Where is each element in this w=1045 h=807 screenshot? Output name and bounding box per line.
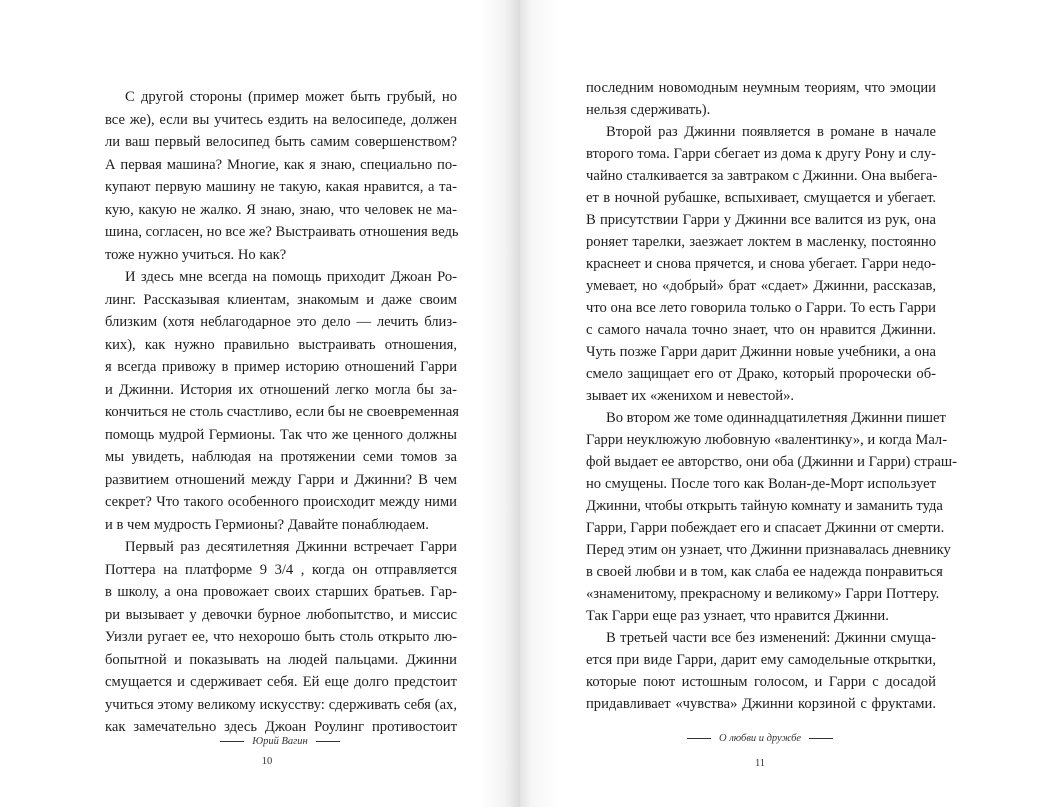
text-line: и Джинни. История их отношений легко могла бы за- bbox=[105, 381, 457, 398]
text-line: шина, согласен, но все же? Выстраивать отношения ведь bbox=[105, 224, 459, 240]
text-line: купают первую машину не такую, какая нравится, а та- bbox=[105, 179, 457, 195]
text-line: Поттера на платформе 9 3/4 , когда он отправляется bbox=[105, 561, 457, 578]
text-line: Перед этим он узнает, что Джинни признавалась дневнику bbox=[586, 542, 951, 558]
text-line: придавливает «чувства» Джинни корзиной с фруктами. bbox=[586, 696, 936, 712]
running-footer-title bbox=[660, 733, 860, 744]
text-line: «знаменитому, прекрасному и великому» Гарри Поттеру. bbox=[586, 586, 940, 602]
text-line: Так Гарри еще раз узнает, что нравится Джинни. bbox=[586, 608, 889, 624]
text-line: что она все лето говорила только о Гарри. То есть Гарри bbox=[586, 300, 936, 316]
text-line: ли ваш первый велосипед быть самим совершенством? bbox=[105, 134, 457, 150]
body-text bbox=[586, 77, 957, 715]
text-line: А первая машина? Многие, как я знаю, специально по- bbox=[105, 156, 457, 173]
text-line: умевает, но «добрый» брат «сдает» Джинни, рассказав, bbox=[586, 278, 936, 294]
text-line: нельзя сдерживать). bbox=[586, 102, 711, 118]
right-page bbox=[520, 0, 1045, 807]
text-line: в своей любви и в том, как слаба ее надежда понравиться bbox=[586, 564, 943, 580]
text-line: Чуть позже Гарри дарит Джинни новые учебники, а она bbox=[586, 344, 936, 360]
text-line: все же), если вы учитесь ездить на велосипеде, должен bbox=[105, 111, 457, 128]
text-line: ких), как нужно правильно выстраивать отношения, bbox=[105, 336, 457, 353]
text-line: роняет тарелки, заезжает локтем в масленку, постоянно bbox=[586, 234, 936, 250]
text-line: Джинни, чтобы открыть тайную комнату и заманить туда bbox=[586, 498, 943, 514]
text-line: краснеет и снова прячется, и снова убегает. Гарри недо- bbox=[586, 256, 936, 272]
text-line: в школу, а она провожает своих старших братьев. Гар- bbox=[105, 584, 457, 600]
text-line: Гарри, Гарри побеждает его и спасает Джинни от смерти. bbox=[586, 520, 945, 536]
text-line: последним новомодным неумным теориям, что эмоции bbox=[586, 80, 936, 96]
page-number: 10 bbox=[261, 756, 273, 767]
text-line: но смущены. После того как Волан-де-Морт использует bbox=[586, 476, 936, 492]
text-line: чайно сталкивается за завтраком с Джинни. Она выбега- bbox=[586, 168, 938, 184]
text-line: с самого начала точно знает, что он нравится Джинни. bbox=[586, 322, 936, 338]
text-line: линг. Рассказывая клиентам, знакомым и даже своим bbox=[105, 291, 457, 308]
text-line: Гарри неуклюжую любовную «валентинку», и когда Мал- bbox=[586, 432, 948, 448]
left-page bbox=[0, 0, 520, 807]
text-line: Уизли ругает ее, что нехорошо быть столь открыто лю- bbox=[105, 629, 457, 645]
footer-rule bbox=[220, 741, 244, 742]
text-line: мы увидеть, наблюдая на протяжении семи томов за bbox=[105, 449, 457, 465]
page-number: 11 bbox=[754, 758, 766, 769]
text-line: секрет? Что такого особенного происходит между ними bbox=[105, 494, 457, 510]
text-line: помощь мудрой Гермионы. Так что же ценного должны bbox=[105, 426, 457, 443]
text-line: С другой стороны (пример может быть грубый, но bbox=[125, 89, 457, 105]
body-text bbox=[105, 86, 460, 739]
footer-title: О любви и дружбе bbox=[718, 733, 802, 744]
text-line: смело защищает его от Драко, который пророчески об- bbox=[586, 366, 936, 382]
text-line: ется при виде Гарри, дарит ему самодельные открытки, bbox=[586, 652, 936, 668]
text-line: Во втором же томе одиннадцатилетняя Джинни пишет bbox=[606, 410, 946, 426]
text-line: ет в ночной рубашке, вспыхивает, смущается и убегает. bbox=[586, 190, 936, 206]
text-line: развитием отношений между Гарри и Джинни? В чем bbox=[105, 471, 457, 488]
text-line: Первый раз десятилетняя Джинни встречает Гарри bbox=[125, 539, 457, 555]
text-line: зывает их «женихом и невестой». bbox=[586, 388, 795, 404]
footer-rule bbox=[316, 741, 340, 742]
text-line: кую, какую не жалко. Я знаю, знаю, что человек не ма- bbox=[105, 201, 457, 218]
text-line: которые поют истошным голосом, и Гарри с досадой bbox=[586, 674, 936, 690]
text-line: И здесь мне всегда на помощь приходит Джоан Ро- bbox=[125, 269, 457, 285]
text-line: я всегда привожу в пример историю отношений Гарри bbox=[105, 359, 457, 375]
text-line: близким (хотя неблагодарное это дело — лечить близ- bbox=[105, 314, 457, 330]
text-line: тоже нужно учиться. Но как? bbox=[105, 246, 287, 263]
text-line: кончиться не столь счастливо, если бы не своевременная bbox=[105, 404, 460, 420]
text-line: смущается и сдерживает себя. Ей еще долго предстоит bbox=[105, 674, 457, 690]
footer-author: Юрий Вагин bbox=[252, 736, 308, 747]
text-line: и в чем мудрость Гермионы? Давайте понаблюдаем. bbox=[105, 516, 429, 533]
text-line: как замечательно здесь Джоан Роулинг противостоит bbox=[105, 719, 457, 735]
text-line: ри вызывает у девочки бурное любопытство, и миссис bbox=[105, 606, 457, 623]
text-line: В присутствии Гарри у Джинни все валится из рук, она bbox=[586, 212, 936, 228]
text-line: учиться этому великому искусству: сдерживать себя (ах, bbox=[105, 696, 457, 713]
running-footer-author bbox=[180, 736, 380, 747]
text-line: фой выдает ее авторство, они оба (Джинни и Гарри) страш- bbox=[586, 454, 957, 470]
text-line: Второй раз Джинни появляется в романе в начале bbox=[606, 124, 936, 140]
text-line: второго тома. Гарри сбегает из дома к другу Рону и слу- bbox=[586, 146, 936, 162]
footer-rule bbox=[809, 738, 833, 739]
footer-rule bbox=[687, 738, 711, 739]
text-line: В третьей части все без изменений: Джинни смуща- bbox=[606, 630, 936, 646]
text-line: бопытной и показывать на людей пальцами. Джинни bbox=[105, 651, 457, 668]
